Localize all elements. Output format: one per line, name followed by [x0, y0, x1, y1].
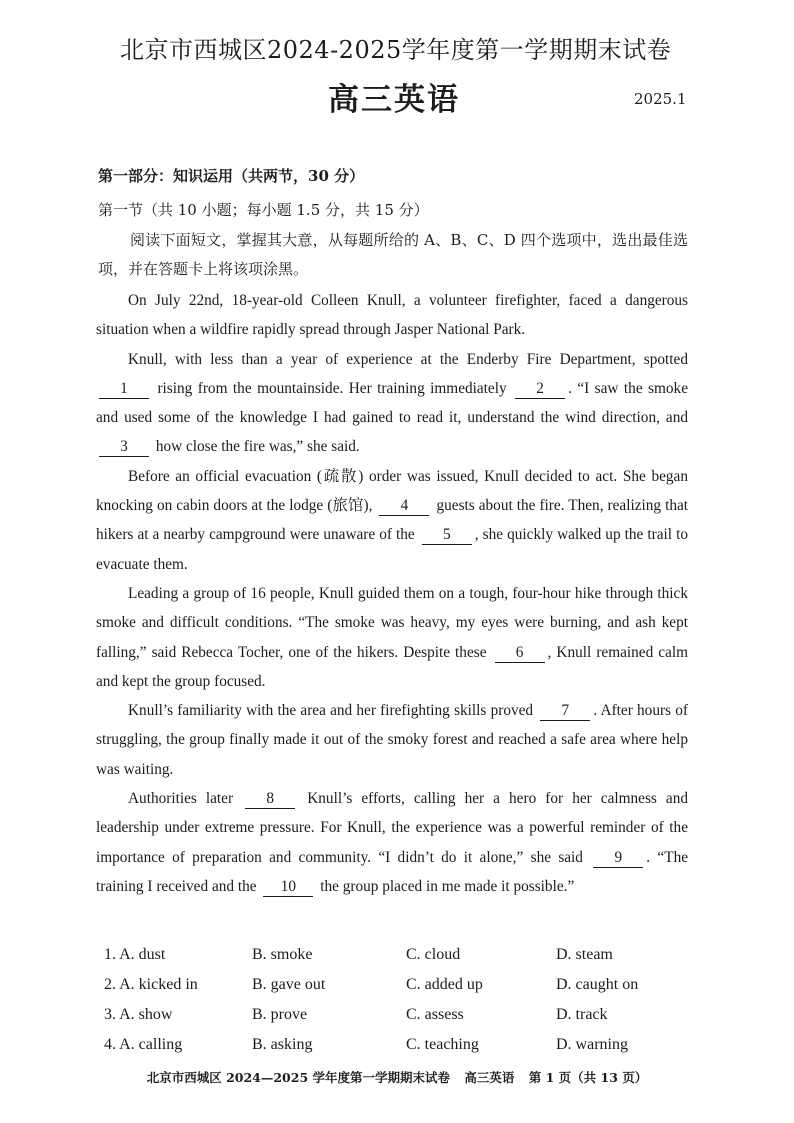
- footer-subject: 高三英语: [464, 1070, 515, 1085]
- option-b: B. prove: [252, 1006, 308, 1023]
- option-c: C. cloud: [406, 946, 461, 963]
- question-number: 1.: [104, 946, 116, 963]
- blank-1: 1: [99, 380, 149, 399]
- subject-title: 高三英语: [328, 82, 460, 118]
- paragraph-6: [96, 784, 688, 901]
- paragraph-text: . “The training I received and the: [96, 848, 689, 895]
- paragraph-text: rising from the mountainside. Her training immediately: [157, 379, 507, 397]
- blank-2: 2: [515, 380, 565, 399]
- option-text: A. calling: [119, 1036, 183, 1053]
- question-row-2: [104, 970, 684, 1000]
- subsection-heading: 第一节（共 10 小题；每小题 1.5 分，共 15 分）: [98, 201, 429, 219]
- paragraph-text: Knull’s efforts, calling her a hero for her calmness and leadership under extreme pressure. For Knull, the experience was a powerful reminder of the importance of preparation and community. “I didn’t do it alone,” she said: [96, 790, 689, 866]
- section-heading: 第一部分：知识运用（共两节，30 分）: [98, 167, 365, 185]
- option-text: A. show: [119, 1006, 173, 1023]
- paragraph-text: the group placed in me made it possible.”: [320, 877, 575, 895]
- question-row-1: [104, 940, 684, 970]
- blank-3: 3: [99, 438, 149, 457]
- option-a: [104, 1006, 252, 1024]
- footer-page: 第 1 页（共 13 页）: [528, 1070, 648, 1085]
- paragraph-text: , she quickly walked up the trail to evacuate them.: [96, 526, 689, 573]
- paragraph-text: Leading a group of 16 people, Knull guided them on a tough, four-hour hike through thick smoke and difficult conditions. “The smoke was heavy, my eyes were burning, and ash kept falling,” said Rebecca Tocher, one of the hikers. Despite these: [96, 584, 688, 661]
- paragraph-text: Knull, with less than a year of experience at the Enderby Fire Department, spotted: [128, 350, 688, 368]
- instructions: 阅读下面短文，掌握其大意，从每题所给的 A、B、C、D 四个选项中，选出最佳选项，并在答题卡上将该项涂黑。: [98, 231, 688, 278]
- option-c: C. added up: [406, 976, 483, 993]
- paragraph-text: , Knull remained calm and kept the group focused.: [96, 643, 689, 690]
- cloze-passage: [96, 286, 688, 901]
- page-footer: [0, 1068, 794, 1086]
- question-row-3: [104, 1000, 684, 1030]
- blank-7: 7: [540, 702, 590, 721]
- blank-10: 10: [263, 878, 313, 897]
- blank-4: 4: [379, 497, 429, 516]
- paragraph-4: [96, 579, 688, 696]
- option-c: C. teaching: [406, 1036, 479, 1053]
- footer-exam: 北京市西城区 2024—2025 学年度第一学期期末试卷: [146, 1070, 451, 1085]
- paragraph-text: . After hours of struggling, the group finally made it out of the smoky forest and reached a safe area where help was waiting.: [96, 702, 688, 778]
- option-b: B. gave out: [252, 976, 326, 993]
- option-d: D. track: [556, 1006, 608, 1023]
- option-c: C. assess: [406, 1006, 464, 1023]
- paragraph-2: [96, 345, 688, 462]
- question-number: 4.: [104, 1036, 116, 1053]
- paragraph-text: guests about the fire. Then, realizing that hikers at a nearby campground were unaware of the: [96, 497, 689, 544]
- blank-5: 5: [422, 526, 472, 545]
- option-b: B. smoke: [252, 946, 313, 963]
- question-number: 3.: [104, 1006, 116, 1023]
- question-number: 2.: [104, 976, 116, 993]
- option-text: A. dust: [119, 946, 166, 963]
- paragraph-3: [96, 462, 688, 579]
- option-b: B. asking: [252, 1036, 313, 1053]
- option-text: A. kicked in: [119, 976, 198, 993]
- option-a: [104, 946, 252, 964]
- paragraph-text: Authorities later: [128, 790, 234, 808]
- paragraph-5: [96, 696, 688, 784]
- paragraph-text: how close the fire was,” she said.: [155, 438, 360, 456]
- paragraph-text: Before an official evacuation (疏散) order was issued, Knull decided to act. She began knocking on cabin doors at the lodge (旅馆),: [96, 467, 688, 515]
- exam-title: 北京市西城区2024-2025学年度第一学期期末试卷: [120, 36, 672, 64]
- option-a: [104, 1036, 252, 1054]
- blank-9: 9: [593, 849, 643, 868]
- option-a: [104, 976, 252, 994]
- option-d: D. steam: [556, 946, 613, 963]
- answer-options: [104, 940, 684, 1060]
- blank-6: 6: [495, 644, 545, 663]
- paragraph-1: [96, 286, 688, 345]
- paragraph-text: On July 22nd, 18-year-old Colleen Knull, a volunteer firefighter, faced a dangerous situation when a wildfire rapidly spread through Jasper National Park.: [96, 292, 688, 339]
- blank-8: 8: [245, 790, 295, 809]
- exam-date: 2025.1: [634, 90, 687, 108]
- paragraph-text: . “I saw the smoke and used some of the knowledge I had gained to read it, understand the wind direction, and: [96, 379, 688, 427]
- question-row-4: [104, 1030, 684, 1060]
- option-d: D. warning: [556, 1036, 628, 1053]
- option-d: D. caught on: [556, 976, 639, 993]
- paragraph-text: Knull’s familiarity with the area and her firefighting skills proved: [128, 702, 534, 720]
